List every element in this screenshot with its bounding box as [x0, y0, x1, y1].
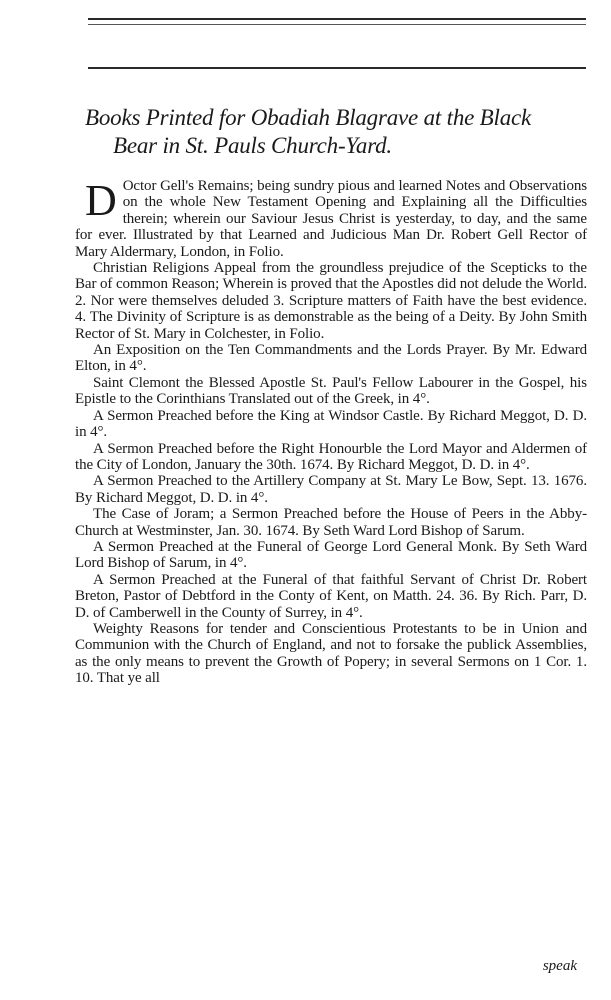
- book-entry: A Sermon Preached at the Funeral of that faithful Servant of Christ Dr. Robert Breton, Pastor of Debtford in the Conty of Kent, on Matth. 24. 36. By Rich. Parr, D. D. of Camberwell in the County of Surrey, in 4°.: [75, 571, 587, 621]
- book-list: [75, 178, 587, 687]
- book-entry: A Sermon Preached before the Right Honourble the Lord Mayor and Aldermen of the City of London, January the 30th. 1674. By Richard Meggot, D. D. in 4°.: [75, 440, 587, 473]
- top-rule: [88, 18, 586, 20]
- book-entry: A Sermon Preached at the Funeral of George Lord General Monk. By Seth Ward Lord Bishop of Sarum, in 4°.: [75, 538, 587, 572]
- second-rule: [88, 67, 586, 69]
- page-heading: [85, 104, 590, 160]
- book-entry: D Octor Gell's Remains; being sundry pious and learned Notes and Observations on the whole New Testament Opening and Explaining all the Difficulties therein; wherein our Saviour Jesus Christ is yesterday, to day, and the same for ever. Illustrated by that Learned and Judicious Man Dr. Robert Gell Rector of Mary Aldermary, London, in Folio.: [75, 176, 587, 260]
- heading-line-1: Books Printed for Obadiah Blagrave at the Black: [85, 105, 532, 130]
- book-entry: Weighty Reasons for tender and Conscientious Protestants to be in Union and Communion with the Church of England, and not to forsake the publick Assemblies, as the only means to prevent the Growth of Popery; in several Sermons on 1 Cor. 1. 10. That ye all: [75, 620, 587, 687]
- book-entry: The Case of Joram; a Sermon Preached before the House of Peers in the Abby-Church at Westminster, Jan. 30. 1674. By Seth Ward Lord Bishop of Sarum.: [75, 506, 587, 539]
- heading-line-2: Bear in St. Pauls Church-Yard.: [113, 133, 392, 158]
- book-entry: An Exposition on the Ten Commandments and the Lords Prayer. By Mr. Edward Elton, in 4°.: [75, 342, 587, 375]
- book-entry: Christian Religions Appeal from the groundless prejudice of the Scepticks to the Bar of common Reason; Wherein is proved that the Apostles did not delude the World. 2. Nor were themselves deluded 3. Scripture matters of Faith have the best evidence. 4. The Divinity of Scripture is as demonstrable as the being of a Deity. By John Smith Rector of St. Mary in Colchester, in Folio.: [75, 260, 587, 342]
- top-rule-thin: [88, 24, 586, 25]
- book-entry: A Sermon Preached to the Artillery Company at St. Mary Le Bow, Sept. 13. 1676. By Richard Meggot, D. D. in 4°.: [75, 473, 587, 506]
- catchword: speak: [542, 958, 577, 974]
- book-entry: A Sermon Preached before the King at Windsor Castle. By Richard Meggot, D. D. in 4°.: [75, 407, 587, 441]
- book-entry: Saint Clemont the Blessed Apostle St. Paul's Fellow Labourer in the Gospel, his Epistle to the Corinthians Translated out of the Greek, in 4°.: [75, 374, 587, 408]
- drop-cap: D: [85, 176, 117, 225]
